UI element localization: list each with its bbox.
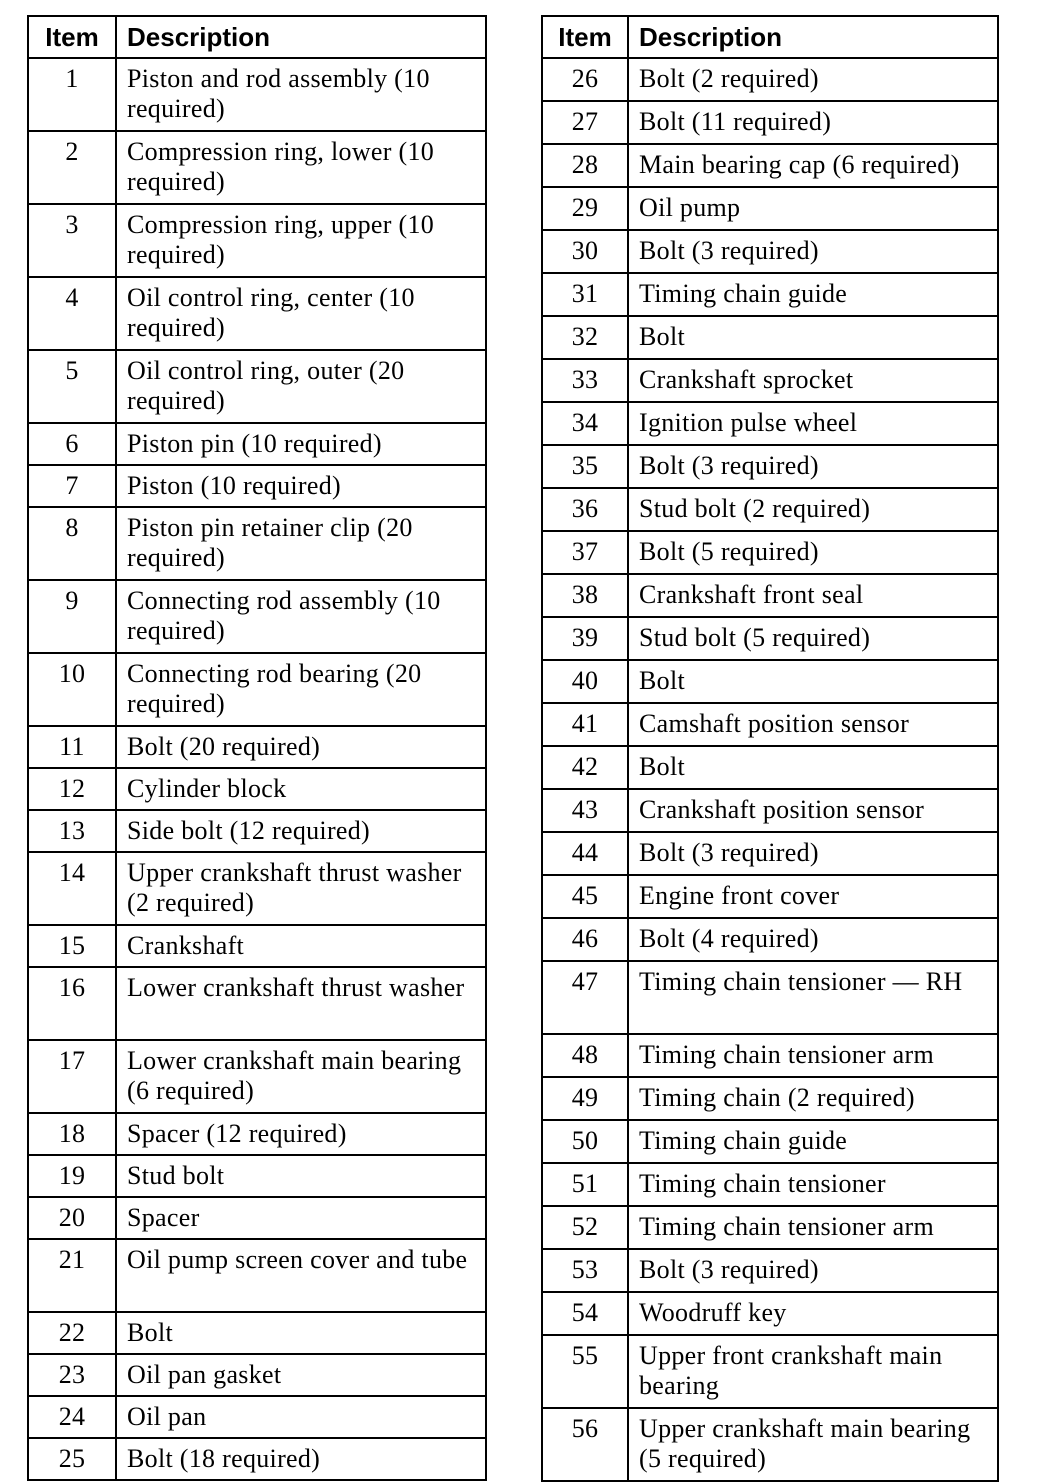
item-number: 46 — [542, 918, 628, 961]
table-row — [542, 1249, 998, 1292]
item-description: Compression ring, lower (10 required) — [116, 131, 486, 204]
table-row — [542, 1292, 998, 1335]
item-number: 55 — [542, 1335, 628, 1408]
table-row — [28, 1155, 486, 1197]
item-number: 48 — [542, 1034, 628, 1077]
table-row — [542, 402, 998, 445]
table-row — [542, 488, 998, 531]
parts-rows-left — [28, 58, 486, 1480]
item-description: Oil control ring, center (10 required) — [116, 277, 486, 350]
item-number: 32 — [542, 316, 628, 359]
item-description: Bolt (3 required) — [628, 832, 998, 875]
table-row — [28, 1396, 486, 1438]
table-row — [28, 131, 486, 204]
table-row — [542, 832, 998, 875]
item-number: 2 — [28, 131, 116, 204]
item-description: Main bearing cap (6 required) — [628, 144, 998, 187]
table-row — [542, 1120, 998, 1163]
item-number: 49 — [542, 1077, 628, 1120]
item-number: 30 — [542, 230, 628, 273]
parts-rows-right — [542, 58, 998, 1481]
item-number: 20 — [28, 1197, 116, 1239]
item-number: 4 — [28, 277, 116, 350]
item-number: 44 — [542, 832, 628, 875]
item-description: Bolt (2 required) — [628, 58, 998, 101]
table-row — [28, 726, 486, 768]
item-description: Timing chain tensioner arm — [628, 1206, 998, 1249]
item-column-header: Item — [28, 16, 116, 58]
item-description: Lower crankshaft main bearing (6 required) — [116, 1040, 486, 1113]
item-description: Stud bolt — [116, 1155, 486, 1197]
item-number: 19 — [28, 1155, 116, 1197]
item-description: Crankshaft position sensor — [628, 789, 998, 832]
item-description: Upper crankshaft main bearing (5 required) — [628, 1408, 998, 1481]
item-description: Bolt — [116, 1312, 486, 1354]
table-row — [542, 1034, 998, 1077]
table-row — [542, 316, 998, 359]
item-number: 16 — [28, 967, 116, 1040]
table-row — [542, 1163, 998, 1206]
parts-table-right — [541, 15, 999, 1482]
table-row — [28, 465, 486, 507]
item-description: Timing chain guide — [628, 1120, 998, 1163]
item-description: Oil pump — [628, 187, 998, 230]
item-description: Stud bolt (5 required) — [628, 617, 998, 660]
item-number: 33 — [542, 359, 628, 402]
table-row — [28, 507, 486, 580]
table-row — [542, 918, 998, 961]
table-row — [28, 1438, 486, 1480]
table-row — [28, 653, 486, 726]
item-description: Piston pin (10 required) — [116, 423, 486, 465]
item-number: 25 — [28, 1438, 116, 1480]
item-description: Bolt (3 required) — [628, 445, 998, 488]
table-row — [542, 961, 998, 1034]
table-row — [28, 967, 486, 1040]
table-row — [28, 1040, 486, 1113]
item-description: Spacer — [116, 1197, 486, 1239]
parts-table-left — [27, 15, 487, 1481]
item-description: Ignition pulse wheel — [628, 402, 998, 445]
item-number: 40 — [542, 660, 628, 703]
description-column-header: Description — [628, 16, 998, 58]
item-number: 1 — [28, 58, 116, 131]
item-number: 36 — [542, 488, 628, 531]
item-description: Timing chain guide — [628, 273, 998, 316]
item-description: Piston and rod assembly (10 required) — [116, 58, 486, 131]
table-row — [542, 1077, 998, 1120]
item-number: 12 — [28, 768, 116, 810]
item-description: Bolt (5 required) — [628, 531, 998, 574]
item-description: Bolt (20 required) — [116, 726, 486, 768]
item-number: 6 — [28, 423, 116, 465]
table-row — [28, 925, 486, 967]
description-column-header: Description — [116, 16, 486, 58]
item-description: Crankshaft — [116, 925, 486, 967]
item-description: Oil control ring, outer (20 required) — [116, 350, 486, 423]
table-row — [542, 359, 998, 402]
item-description: Timing chain tensioner — RH — [628, 961, 998, 1034]
item-number: 35 — [542, 445, 628, 488]
item-number: 45 — [542, 875, 628, 918]
table-row — [28, 1239, 486, 1312]
table-header-row — [28, 16, 486, 58]
item-description: Stud bolt (2 required) — [628, 488, 998, 531]
table-row — [542, 144, 998, 187]
item-description: Spacer (12 required) — [116, 1113, 486, 1155]
item-number: 43 — [542, 789, 628, 832]
item-description: Bolt — [628, 746, 998, 789]
table-row — [542, 574, 998, 617]
item-number: 52 — [542, 1206, 628, 1249]
table-row — [542, 1335, 998, 1408]
item-description: Bolt — [628, 316, 998, 359]
item-description: Oil pump screen cover and tube — [116, 1239, 486, 1312]
item-description: Crankshaft sprocket — [628, 359, 998, 402]
table-row — [28, 1354, 486, 1396]
item-number: 14 — [28, 852, 116, 925]
item-number: 50 — [542, 1120, 628, 1163]
table-row — [542, 58, 998, 101]
item-description: Bolt (3 required) — [628, 230, 998, 273]
table-row — [542, 230, 998, 273]
table-row — [542, 875, 998, 918]
table-row — [542, 660, 998, 703]
item-description: Upper front crankshaft main bearing — [628, 1335, 998, 1408]
item-description: Side bolt (12 required) — [116, 810, 486, 852]
item-number: 26 — [542, 58, 628, 101]
item-description: Oil pan gasket — [116, 1354, 486, 1396]
table-row — [28, 204, 486, 277]
item-number: 39 — [542, 617, 628, 660]
item-description: Timing chain (2 required) — [628, 1077, 998, 1120]
table-row — [542, 531, 998, 574]
item-number: 7 — [28, 465, 116, 507]
item-description: Connecting rod bearing (20 required) — [116, 653, 486, 726]
item-number: 31 — [542, 273, 628, 316]
item-column-header: Item — [542, 16, 628, 58]
table-row — [28, 58, 486, 131]
table-row — [28, 852, 486, 925]
item-description: Lower crankshaft thrust washer — [116, 967, 486, 1040]
table-row — [28, 1312, 486, 1354]
item-number: 10 — [28, 653, 116, 726]
item-number: 51 — [542, 1163, 628, 1206]
table-row — [28, 423, 486, 465]
item-number: 23 — [28, 1354, 116, 1396]
item-number: 38 — [542, 574, 628, 617]
item-description: Engine front cover — [628, 875, 998, 918]
item-number: 42 — [542, 746, 628, 789]
item-description: Woodruff key — [628, 1292, 998, 1335]
item-number: 53 — [542, 1249, 628, 1292]
item-number: 29 — [542, 187, 628, 230]
item-description: Timing chain tensioner arm — [628, 1034, 998, 1077]
item-number: 41 — [542, 703, 628, 746]
table-row — [542, 1206, 998, 1249]
table-row — [28, 350, 486, 423]
table-row — [28, 810, 486, 852]
item-number: 8 — [28, 507, 116, 580]
item-number: 28 — [542, 144, 628, 187]
item-description: Piston pin retainer clip (20 required) — [116, 507, 486, 580]
item-description: Timing chain tensioner — [628, 1163, 998, 1206]
table-row — [542, 703, 998, 746]
item-description: Oil pan — [116, 1396, 486, 1438]
table-row — [542, 789, 998, 832]
item-description: Upper crankshaft thrust washer (2 required) — [116, 852, 486, 925]
item-description: Bolt — [628, 660, 998, 703]
item-description: Piston (10 required) — [116, 465, 486, 507]
item-number: 34 — [542, 402, 628, 445]
table-row — [542, 101, 998, 144]
item-number: 27 — [542, 101, 628, 144]
item-number: 3 — [28, 204, 116, 277]
item-description: Camshaft position sensor — [628, 703, 998, 746]
table-row — [28, 277, 486, 350]
item-description: Bolt (4 required) — [628, 918, 998, 961]
item-description: Bolt (11 required) — [628, 101, 998, 144]
table-row — [542, 445, 998, 488]
item-number: 18 — [28, 1113, 116, 1155]
item-description: Bolt (18 required) — [116, 1438, 486, 1480]
table-row — [542, 1408, 998, 1481]
table-row — [542, 187, 998, 230]
item-number: 22 — [28, 1312, 116, 1354]
item-number: 21 — [28, 1239, 116, 1312]
table-row — [28, 1113, 486, 1155]
table-row — [28, 580, 486, 653]
table-row — [28, 768, 486, 810]
item-description: Crankshaft front seal — [628, 574, 998, 617]
item-number: 5 — [28, 350, 116, 423]
table-row — [542, 746, 998, 789]
item-number: 15 — [28, 925, 116, 967]
table-header-row — [542, 16, 998, 58]
item-number: 17 — [28, 1040, 116, 1113]
item-number: 54 — [542, 1292, 628, 1335]
item-number: 37 — [542, 531, 628, 574]
item-number: 9 — [28, 580, 116, 653]
table-row — [28, 1197, 486, 1239]
item-number: 13 — [28, 810, 116, 852]
item-number: 24 — [28, 1396, 116, 1438]
table-row — [542, 273, 998, 316]
item-number: 11 — [28, 726, 116, 768]
item-description: Compression ring, upper (10 required) — [116, 204, 486, 277]
item-description: Bolt (3 required) — [628, 1249, 998, 1292]
item-description: Connecting rod assembly (10 required) — [116, 580, 486, 653]
table-row — [542, 617, 998, 660]
item-description: Cylinder block — [116, 768, 486, 810]
item-number: 56 — [542, 1408, 628, 1481]
item-number: 47 — [542, 961, 628, 1034]
